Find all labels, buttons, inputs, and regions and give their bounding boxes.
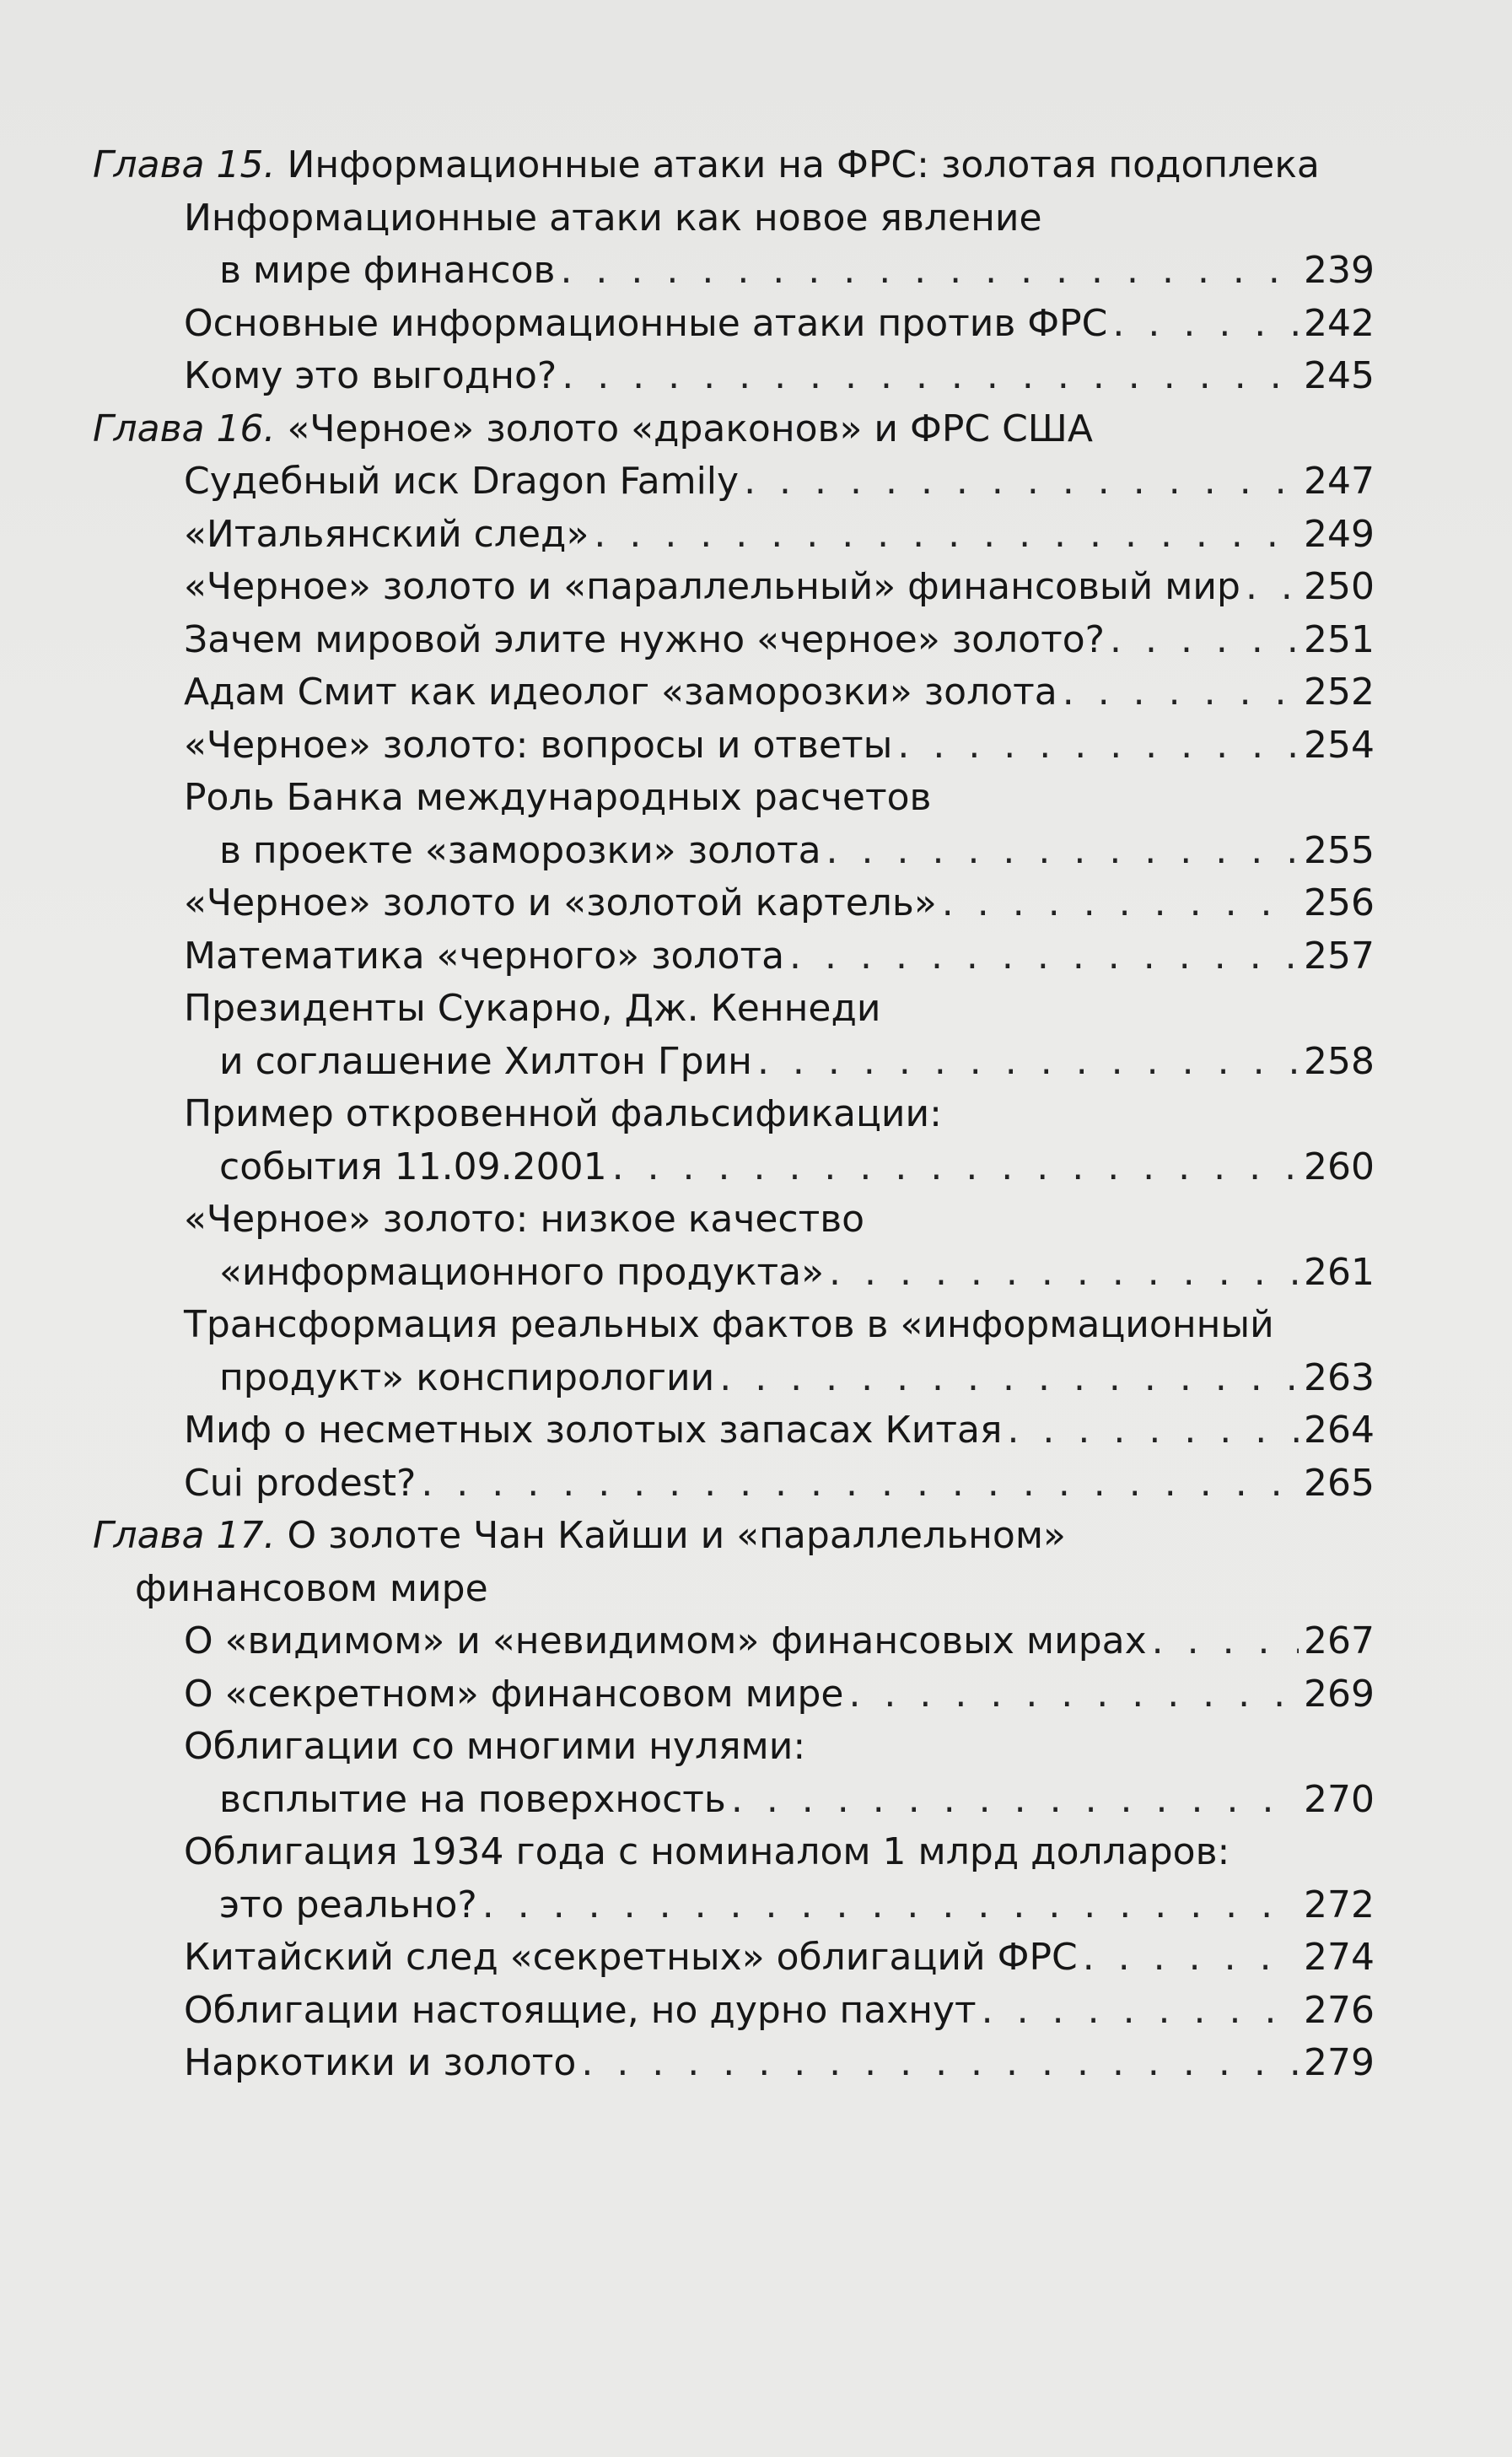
toc-entry-line: Облигации со многими нулями: (184, 1725, 806, 1768)
page-number: 269 (1304, 1672, 1375, 1716)
page-number: 247 (1304, 460, 1375, 503)
chapter-title: Информационные атаки на ФРС: золотая подоплека (287, 143, 1320, 186)
toc-entry (93, 509, 1375, 562)
page-number: 260 (1304, 1145, 1375, 1188)
dot-leader (826, 825, 1299, 878)
toc-entry-line: Информационные атаки как новое явление (184, 196, 1042, 240)
toc-entry-title: «Черное» золото и «золотой картель» (184, 881, 937, 924)
dot-leader (1110, 614, 1299, 667)
page-number: 249 (1304, 512, 1375, 556)
chapter-label: Глава 15. (93, 143, 276, 186)
page-number: 250 (1304, 565, 1375, 608)
toc-entry (93, 1036, 1375, 1089)
page-number: 267 (1304, 1619, 1375, 1662)
toc-entry-title: О «секретном» финансовом мире (184, 1672, 844, 1716)
toc-entry-title: Cui prodest? (184, 1461, 417, 1505)
toc-entry (93, 1352, 1375, 1405)
toc-entry-line: Облигация 1934 года с номиналом 1 млрд долларов: (184, 1830, 1230, 1873)
dot-leader (731, 1774, 1299, 1827)
toc-entry-title: продукт» конспирологии (219, 1355, 715, 1399)
chapter-heading (93, 403, 1375, 456)
dot-leader (1007, 1404, 1299, 1457)
page-number: 264 (1304, 1409, 1375, 1452)
toc-entry (93, 930, 1375, 983)
page-number: 242 (1304, 301, 1375, 345)
chapter-label: Глава 16. (93, 407, 276, 450)
dot-leader (719, 1352, 1299, 1405)
dot-leader (757, 1036, 1299, 1089)
toc-entry-title: Зачем мировой элите нужно «черное» золото? (184, 617, 1106, 661)
page-number: 276 (1304, 1988, 1375, 2032)
toc-entry (93, 1879, 1375, 1932)
dot-leader (744, 455, 1299, 509)
toc-entry (93, 1247, 1375, 1300)
toc-entry (93, 350, 1375, 403)
dot-leader (789, 930, 1299, 983)
dot-leader (1063, 666, 1299, 719)
toc-entry-line: «Черное» золото: низкое качество (184, 1198, 865, 1241)
toc-entry (93, 1774, 1375, 1827)
page-number: 252 (1304, 671, 1375, 714)
toc-entry-title: Математика «черного» золота (184, 934, 785, 978)
dot-leader (421, 1457, 1299, 1511)
toc-entry-title: в мире финансов (219, 249, 556, 292)
page-number: 254 (1304, 723, 1375, 767)
toc-entry-title: «Итальянский след» (184, 512, 589, 556)
dot-leader (1152, 1615, 1299, 1668)
dot-leader (612, 1141, 1299, 1194)
chapter-title: О золоте Чан Кайши и «параллельном» (287, 1514, 1066, 1557)
dot-leader (562, 350, 1299, 403)
toc-entry-line: Трансформация реальных фактов в «информационный (184, 1303, 1274, 1346)
toc-entry (93, 825, 1375, 878)
toc-entry-title: и соглашение Хилтон Грин (219, 1039, 752, 1083)
dot-leader (1112, 298, 1299, 351)
dot-leader (1083, 1932, 1299, 1985)
toc-entry-title: это реально? (219, 1883, 477, 1926)
page-number: 258 (1304, 1039, 1375, 1083)
page-number: 270 (1304, 1777, 1375, 1821)
chapter-heading (93, 139, 1375, 192)
toc-entry (93, 877, 1375, 930)
toc-entry-title: события 11.09.2001 (219, 1145, 607, 1188)
toc-entry-title: Китайский след «секретных» облигаций ФРС (184, 1936, 1078, 1979)
toc-entry (93, 614, 1375, 667)
dot-leader (848, 1668, 1299, 1722)
toc-entry-title: Миф о несметных золотых запасах Китая (184, 1409, 1003, 1452)
page-number: 263 (1304, 1355, 1375, 1399)
toc-entry (93, 2037, 1375, 2090)
table-of-contents (93, 139, 1375, 2090)
toc-entry-title: Судебный иск Dragon Family (184, 460, 740, 503)
toc-entry (93, 245, 1375, 298)
page-number: 261 (1304, 1250, 1375, 1294)
dot-leader (594, 509, 1299, 562)
toc-entry-title: всплытие на поверхность (219, 1777, 726, 1821)
toc-entry (93, 666, 1375, 719)
dot-leader (560, 245, 1299, 298)
page-number: 274 (1304, 1936, 1375, 1979)
page-number: 251 (1304, 617, 1375, 661)
toc-entry (93, 298, 1375, 351)
chapter-label: Глава 17. (93, 1514, 276, 1557)
toc-entry-line: Президенты Сукарно, Дж. Кеннеди (184, 987, 881, 1030)
page-number: 255 (1304, 828, 1375, 872)
toc-entry-title: Адам Смит как идеолог «заморозки» золота (184, 671, 1057, 714)
toc-entry (93, 1985, 1375, 2038)
page-number: 272 (1304, 1883, 1375, 1926)
dot-leader (482, 1879, 1299, 1932)
toc-entry-title: «Черное» золото: вопросы и ответы (184, 723, 893, 767)
toc-entry-title: Облигации настоящие, но дурно пахнут (184, 1988, 977, 2032)
dot-leader (942, 877, 1299, 930)
page-number: 256 (1304, 881, 1375, 924)
toc-entry-title: «информационного продукта» (219, 1250, 825, 1294)
page-number: 257 (1304, 934, 1375, 978)
chapter-title-continuation: финансовом мире (135, 1566, 488, 1610)
dot-leader (1246, 561, 1299, 614)
chapter-title: «Черное» золото «драконов» и ФРС США (287, 407, 1093, 450)
toc-entry (93, 1457, 1375, 1511)
toc-entry (93, 1668, 1375, 1722)
toc-entry-title: Наркотики и золото (184, 2041, 577, 2084)
toc-entry (93, 1141, 1375, 1194)
toc-entry-title: Кому это выгодно? (184, 354, 557, 397)
toc-entry-line: Роль Банка международных расчетов (184, 776, 932, 819)
dot-leader (982, 1985, 1299, 2038)
chapter-heading (93, 1510, 1375, 1563)
toc-entry-title: «Черное» золото и «параллельный» финансовый мир (184, 565, 1240, 608)
toc-entry-line: Пример откровенной фальсификации: (184, 1092, 942, 1135)
dot-leader (897, 719, 1299, 773)
toc-entry-title: в проекте «заморозки» золота (219, 828, 821, 872)
toc-entry (93, 455, 1375, 509)
toc-entry (93, 1404, 1375, 1457)
dot-leader (829, 1247, 1299, 1300)
page-number: 279 (1304, 2041, 1375, 2084)
page-number: 239 (1304, 249, 1375, 292)
toc-entry-title: О «видимом» и «невидимом» финансовых мирах (184, 1619, 1147, 1662)
toc-entry-title: Основные информационные атаки против ФРС (184, 301, 1108, 345)
toc-entry (93, 719, 1375, 773)
toc-entry (93, 1615, 1375, 1668)
page-number: 245 (1304, 354, 1375, 397)
toc-entry (93, 1932, 1375, 1985)
page-number: 265 (1304, 1461, 1375, 1505)
toc-entry (93, 561, 1375, 614)
dot-leader (581, 2037, 1299, 2090)
